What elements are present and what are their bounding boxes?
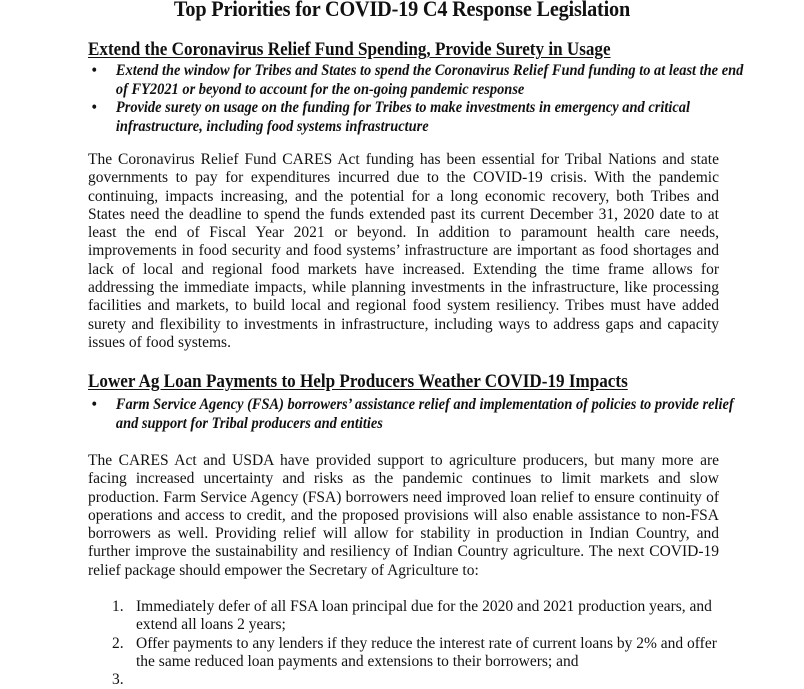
bullet-item [88,62,748,99]
numbered-list-secretary-powers [112,598,719,689]
bullet-item [88,396,748,433]
section-heading-relief-fund: Extend the Coronavirus Relief Fund Spending, Provide Surety in Usage [88,39,611,60]
item-text: Offer payments to any lenders if they reduce the interest rate of current loans by 2% and offer the same reduced loan payments and extensions to their borrowers; and [136,634,717,670]
section-paragraph-ag-loans: The CARES Act and USDA have provided support to agriculture producers, but many more are facing increased uncertainty and risks as the pandemic continues to limit markets and slow production. Farm Service Agency (FSA) borrowers need improved loan relief to ensure continuity of operations and access to credit, and the proposed provisions will also enable assistance to non-FSA borrowers as well. Providing relief will allow for stability in production in Indian Country, and further improve the sustainability and resiliency of Indian Country agriculture. The next COVID-19 relief package should empower the Secretary of Agriculture to: [88,452,719,579]
item-number: 2. [112,634,124,652]
bullet-icon: • [91,62,97,79]
section-heading-ag-loans: Lower Ag Loan Payments to Help Producers Weather COVID-19 Impacts [88,371,628,392]
item-number: 3. [112,671,124,689]
section-bullets-ag-loans [88,396,734,433]
bullet-text: Extend the window for Tribes and States to spend the Coronavirus Relief Fund funding to at least the end of FY2021 or beyond to account for the on-going pandemic response [115,62,744,98]
numbered-item [112,635,719,672]
bullet-text: Farm Service Agency (FSA) borrowers’ assistance relief and implementation of policies to provide relief and support for Tribal producers and entities [115,396,734,432]
document-title: Top Priorities for COVID-19 C4 Response Legislation [173,0,631,21]
item-text: Immediately defer of all FSA loan principal due for the 2020 and 2021 production years, and extend all loans 2 years; [136,598,712,634]
bullet-icon: • [91,396,97,413]
bullet-icon: • [91,99,97,116]
numbered-item [112,598,719,635]
bullet-text: Provide surety on usage on the funding for Tribes to make investments in emergency and critical infrastructure, including food systems infrastructure [115,99,690,135]
item-number: 1. [112,598,124,615]
bullet-item [88,99,748,136]
section-paragraph-relief-fund: The Coronavirus Relief Fund CARES Act funding has been essential for Tribal Nations and state governments to pay for expenditures incurred due to the COVID-19 crisis. With the pandemic continuing, impacts increasing, and the potential for a long economic recovery, both Tribes and States need the deadline to spend the funds extended past its current December 31, 2020 date to at least the end of Fiscal Year 2021 or beyond. In addition to paramount health care needs, improvements in food security and food systems’ infrastructure are important as food shortages and lack of local and regional food markets have increased. Extending the time frame allows for addressing the immediate impacts, while planning investments in the infrastructure, like processing facilities and markets, to build local and regional food system resiliency. Tribes must have added surety and flexibility to investments in infrastructure, including ways to address gaps and capacity issues of food systems. [88,151,719,351]
section-bullets-relief-fund [88,62,744,136]
